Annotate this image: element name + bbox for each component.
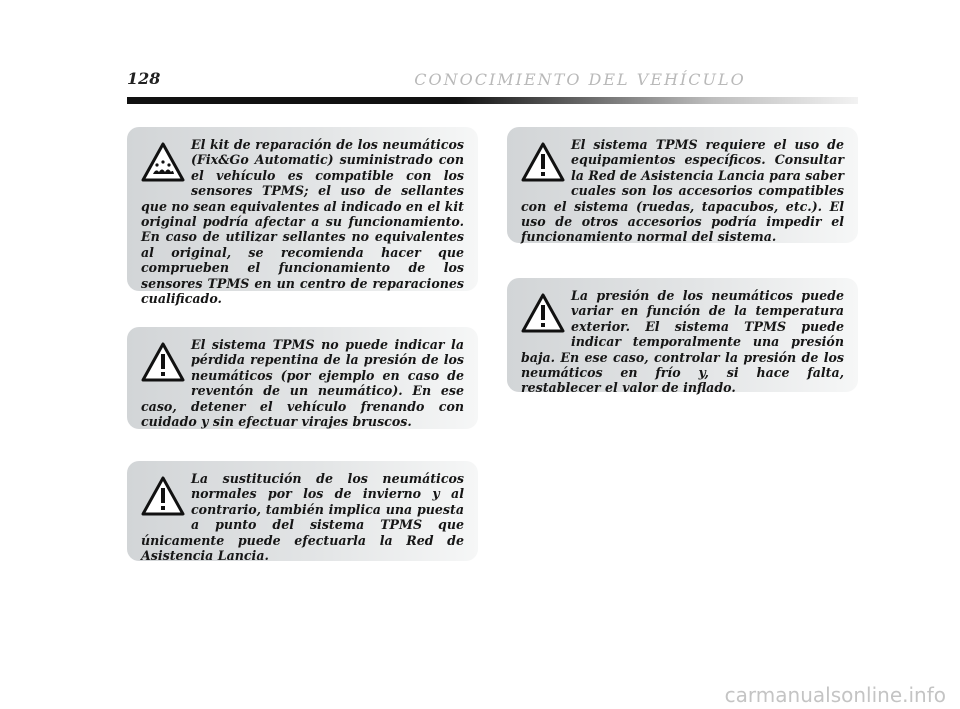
warning-triangle-icon bbox=[521, 292, 565, 334]
warning-box-pressure-loss bbox=[127, 327, 478, 429]
warning-box-equipment bbox=[507, 127, 858, 243]
warning-text-sealant: El kit de reparación de los neumáticos (Fix&Go Automatic) suministrado con el vehículo es compatible con los sensores TPMS; el uso de sellantes que no sean equivalentes al indicado en el kit original podría afectar a su funcionamiento. En caso de utilizar sellantes no equivalentes al original, se recomienda hacer que comprueben el funcionamiento de los sensores TPMS en un centro de reparaciones cualificado. bbox=[141, 137, 464, 307]
warning-triangle-icon bbox=[521, 141, 565, 183]
warning-triangle-icon bbox=[141, 341, 185, 383]
warning-text-winter-tires: La sustitución de los neumáticos normales por los de invierno y al contrario, también implica una puesta a punto del sistema TPMS que únicamente puede efectuarla la Red de Asistencia Lancia. bbox=[141, 471, 464, 564]
header-rule bbox=[127, 97, 858, 104]
warning-box-sealant bbox=[127, 127, 478, 307]
tire-sealant-warning-icon bbox=[141, 141, 185, 183]
watermark: carmanualsonline.info bbox=[724, 683, 946, 707]
section-title: CONOCIMIENTO DEL VEHÍCULO bbox=[414, 70, 746, 89]
warning-text-temperature: La presión de los neumáticos puede variar en función de la temperatura exterior. El sistema TPMS puede indicar temporalmente una presión baja. En ese caso, controlar la presión de los neumáticos en frío y, si hace falta, restablecer el valor de inflado. bbox=[521, 288, 844, 396]
warning-box-temperature bbox=[507, 278, 858, 396]
warning-text-pressure-loss: El sistema TPMS no puede indicar la pérdida repentina de la presión de los neumáticos (por ejemplo en caso de reventón de un neumático). En ese caso, detener el vehículo frenando con cuidado y sin efectuar virajes bruscos. bbox=[141, 337, 464, 430]
page-number: 128 bbox=[127, 69, 161, 88]
warning-text-equipment: El sistema TPMS requiere el uso de equipamientos específicos. Consultar la Red de Asistencia Lancia para saber cuales son los accesorios compatibles con el sistema (ruedas, tapacubos, etc.). El uso de otros accesorios podría impedir el funcionamiento normal del sistema. bbox=[521, 137, 844, 245]
warning-triangle-icon bbox=[141, 475, 185, 517]
warning-box-winter-tires bbox=[127, 461, 478, 564]
